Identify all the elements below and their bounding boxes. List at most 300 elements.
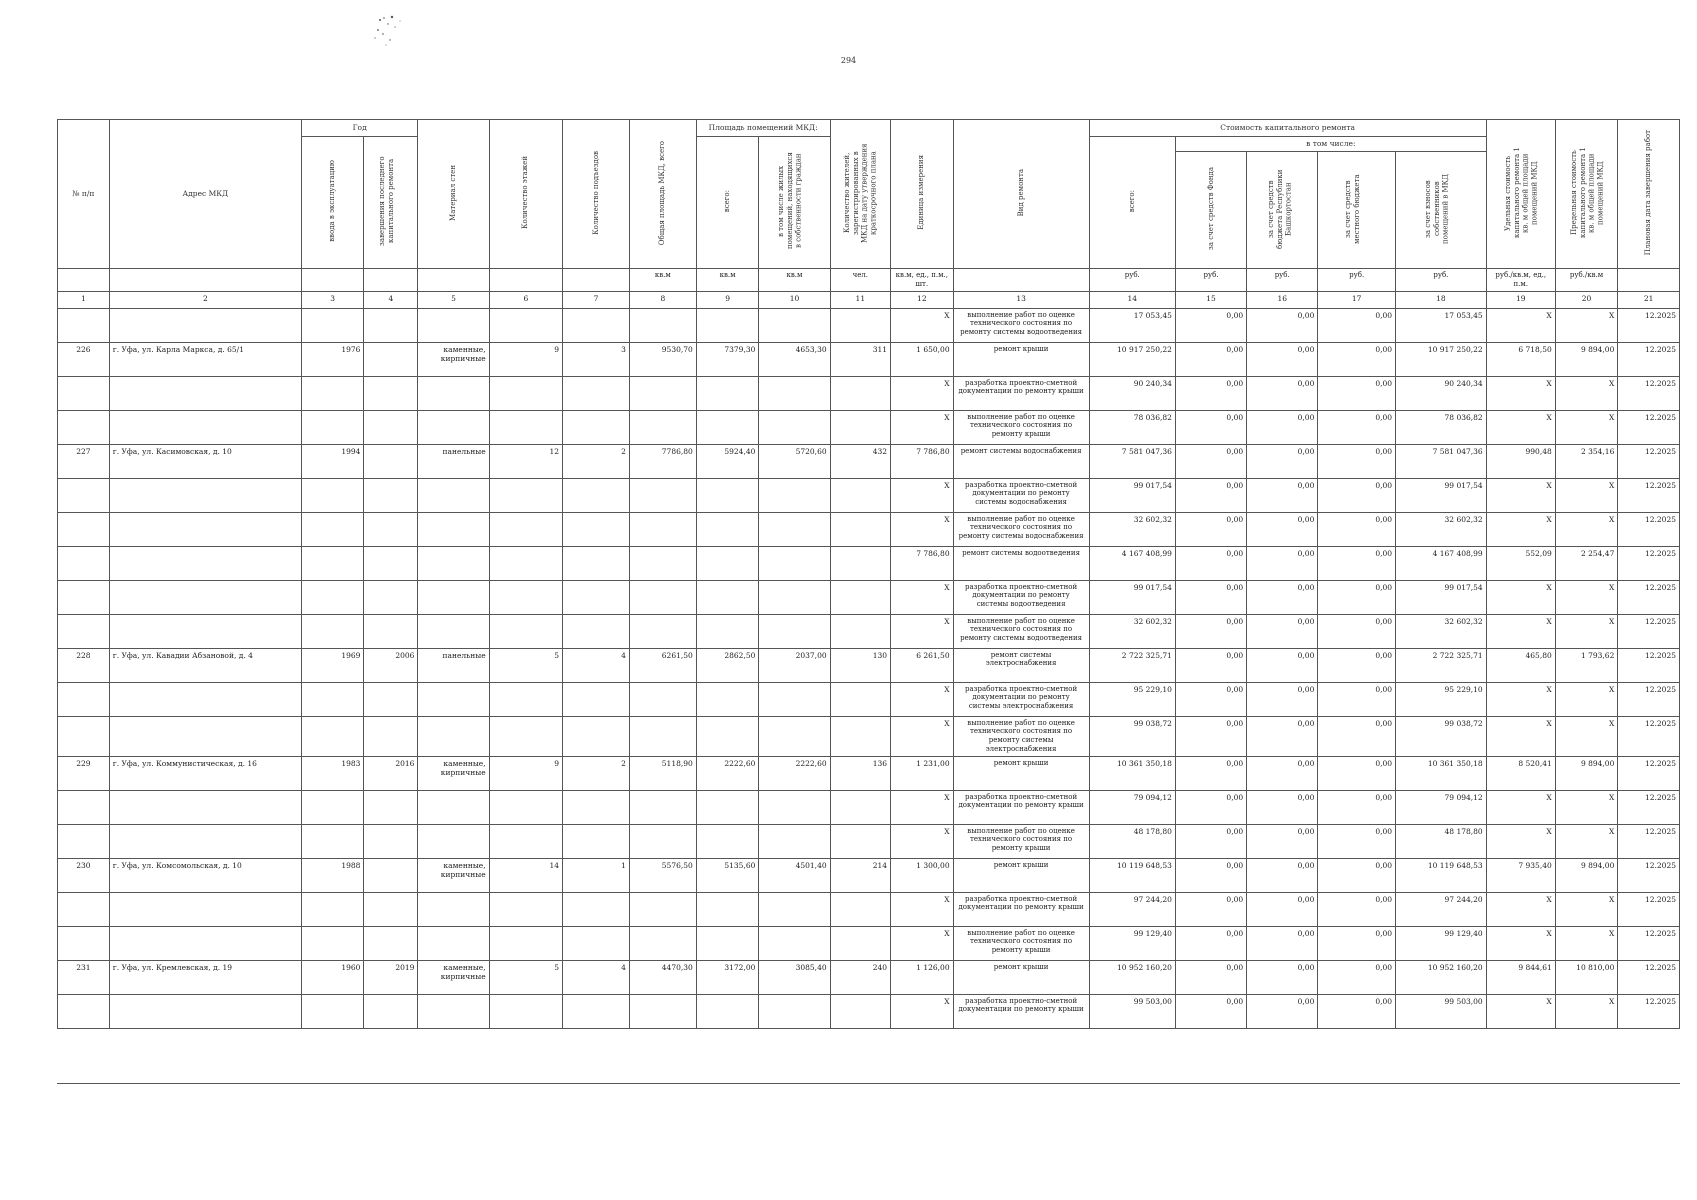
year-commission — [301, 824, 364, 858]
header-area-total: всего: — [696, 137, 759, 269]
cost-local: 0,00 — [1318, 614, 1396, 648]
unit-cost: 465,80 — [1486, 648, 1555, 682]
row-number — [58, 682, 110, 716]
wall-material — [418, 580, 489, 614]
entrances: 3 — [563, 342, 630, 376]
header-floors: Количество этажей — [489, 120, 562, 269]
wall-material: каменные, кирпичные — [418, 342, 489, 376]
limit-cost: X — [1555, 824, 1618, 858]
work-type: ремонт крыши — [953, 960, 1089, 994]
year-commission — [301, 410, 364, 444]
total-area — [629, 580, 696, 614]
column-numbers-row — [58, 291, 1680, 308]
table-row — [58, 308, 1680, 342]
entrances — [563, 824, 630, 858]
wall-material — [418, 308, 489, 342]
header-work: Вид ремонта — [953, 120, 1089, 269]
unit-cost: 8 520,41 — [1486, 756, 1555, 790]
private-area — [759, 478, 830, 512]
year-last-repair — [364, 790, 418, 824]
work-type: разработка проектно-сметной документации по ремонту крыши — [953, 790, 1089, 824]
header-owners: за счет взносов собственников помещений в МКД — [1396, 152, 1487, 269]
year-last-repair — [364, 892, 418, 926]
residents: 130 — [830, 648, 890, 682]
year-last-repair — [364, 478, 418, 512]
unit-cost: X — [1486, 994, 1555, 1028]
cost-republic: 0,00 — [1247, 756, 1318, 790]
year-last-repair — [364, 444, 418, 478]
year-last-repair — [364, 342, 418, 376]
row-number — [58, 614, 110, 648]
cost-owners: 78 036,82 — [1396, 410, 1487, 444]
total-area: 5576,50 — [629, 858, 696, 892]
residents: 136 — [830, 756, 890, 790]
unit-cell — [563, 269, 630, 292]
header-cost-group: Стоимость капитального ремонта — [1089, 120, 1486, 137]
address: г. Уфа, ул. Кремлевская, д. 19 — [109, 960, 301, 994]
cost-total: 99 129,40 — [1089, 926, 1175, 960]
row-number — [58, 478, 110, 512]
wall-material: каменные, кирпичные — [418, 960, 489, 994]
unit-cost: X — [1486, 892, 1555, 926]
column-number: 12 — [891, 291, 954, 308]
entrances: 4 — [563, 648, 630, 682]
column-number: 11 — [830, 291, 890, 308]
limit-cost: 9 894,00 — [1555, 756, 1618, 790]
quantity: X — [891, 478, 954, 512]
address — [109, 580, 301, 614]
end-date: 12.2025 — [1618, 716, 1680, 756]
private-area: 4501,40 — [759, 858, 830, 892]
premises-area — [696, 682, 759, 716]
wall-material — [418, 682, 489, 716]
cost-owners: 32 602,32 — [1396, 614, 1487, 648]
quantity: 6 261,50 — [891, 648, 954, 682]
cost-fund: 0,00 — [1175, 960, 1246, 994]
unit-cell: руб. — [1396, 269, 1487, 292]
work-type: выполнение работ по оценке технического состояния по ремонту крыши — [953, 926, 1089, 960]
cost-republic: 0,00 — [1247, 308, 1318, 342]
wall-material — [418, 790, 489, 824]
column-number: 2 — [109, 291, 301, 308]
quantity: 7 786,80 — [891, 546, 954, 580]
year-commission: 1988 — [301, 858, 364, 892]
cost-owners: 79 094,12 — [1396, 790, 1487, 824]
work-type: ремонт системы электроснабжения — [953, 648, 1089, 682]
year-last-repair — [364, 546, 418, 580]
header-date: Плановая дата завершения работ — [1618, 120, 1680, 269]
work-type: ремонт системы водоснабжения — [953, 444, 1089, 478]
end-date: 12.2025 — [1618, 580, 1680, 614]
wall-material — [418, 546, 489, 580]
entrances — [563, 308, 630, 342]
column-number: 9 — [696, 291, 759, 308]
floors — [489, 478, 562, 512]
wall-material — [418, 376, 489, 410]
end-date: 12.2025 — [1618, 478, 1680, 512]
private-area — [759, 308, 830, 342]
premises-area: 2222,60 — [696, 756, 759, 790]
total-area — [629, 308, 696, 342]
floors — [489, 892, 562, 926]
private-area — [759, 892, 830, 926]
entrances — [563, 546, 630, 580]
table-header — [58, 120, 1680, 309]
work-type: разработка проектно-сметной документации по ремонту системы водоснабжения — [953, 478, 1089, 512]
work-type: разработка проектно-сметной документации по ремонту крыши — [953, 892, 1089, 926]
column-number: 6 — [489, 291, 562, 308]
cost-owners: 99 503,00 — [1396, 994, 1487, 1028]
cost-fund: 0,00 — [1175, 546, 1246, 580]
cost-republic: 0,00 — [1247, 994, 1318, 1028]
premises-area — [696, 512, 759, 546]
cost-owners: 99 017,54 — [1396, 478, 1487, 512]
table-row — [58, 444, 1680, 478]
cost-local: 0,00 — [1318, 648, 1396, 682]
cost-republic: 0,00 — [1247, 376, 1318, 410]
row-number — [58, 512, 110, 546]
private-area: 2037,00 — [759, 648, 830, 682]
year-last-repair — [364, 614, 418, 648]
table-row — [58, 648, 1680, 682]
table-row — [58, 410, 1680, 444]
limit-cost: X — [1555, 410, 1618, 444]
limit-cost: X — [1555, 512, 1618, 546]
end-date: 12.2025 — [1618, 376, 1680, 410]
work-type: разработка проектно-сметной документации по ремонту системы электроснабжения — [953, 682, 1089, 716]
cost-fund: 0,00 — [1175, 478, 1246, 512]
total-area — [629, 614, 696, 648]
entrances: 2 — [563, 444, 630, 478]
unit-cell: руб. — [1175, 269, 1246, 292]
private-area — [759, 716, 830, 756]
year-commission — [301, 478, 364, 512]
unit-cell — [489, 269, 562, 292]
end-date: 12.2025 — [1618, 444, 1680, 478]
end-date: 12.2025 — [1618, 926, 1680, 960]
quantity: X — [891, 716, 954, 756]
private-area — [759, 614, 830, 648]
address — [109, 892, 301, 926]
wall-material — [418, 892, 489, 926]
limit-cost: X — [1555, 926, 1618, 960]
quantity: X — [891, 580, 954, 614]
work-type: выполнение работ по оценке технического состояния по ремонту системы водоотведения — [953, 614, 1089, 648]
total-area: 7786,80 — [629, 444, 696, 478]
unit-cell — [109, 269, 301, 292]
wall-material — [418, 926, 489, 960]
residents — [830, 376, 890, 410]
work-type: разработка проектно-сметной документации по ремонту крыши — [953, 994, 1089, 1028]
unit-cost: X — [1486, 926, 1555, 960]
end-date: 12.2025 — [1618, 994, 1680, 1028]
row-number — [58, 376, 110, 410]
cost-local: 0,00 — [1318, 580, 1396, 614]
private-area — [759, 580, 830, 614]
limit-cost: X — [1555, 478, 1618, 512]
quantity: X — [891, 790, 954, 824]
cost-fund: 0,00 — [1175, 824, 1246, 858]
year-last-repair — [364, 512, 418, 546]
cost-total: 10 361 350,18 — [1089, 756, 1175, 790]
wall-material — [418, 824, 489, 858]
cost-local: 0,00 — [1318, 756, 1396, 790]
address: г. Уфа, ул. Карла Маркса, д. 65/1 — [109, 342, 301, 376]
header-total-area: Общая площадь МКД, всего — [629, 120, 696, 269]
year-commission — [301, 790, 364, 824]
year-last-repair: 2016 — [364, 756, 418, 790]
floors — [489, 716, 562, 756]
row-number — [58, 546, 110, 580]
private-area — [759, 682, 830, 716]
row-number — [58, 994, 110, 1028]
floors — [489, 512, 562, 546]
year-commission — [301, 546, 364, 580]
cost-total: 10 119 648,53 — [1089, 858, 1175, 892]
total-area — [629, 892, 696, 926]
unit-cost: X — [1486, 512, 1555, 546]
quantity: X — [891, 308, 954, 342]
column-number: 8 — [629, 291, 696, 308]
residents — [830, 512, 890, 546]
table-row — [58, 892, 1680, 926]
address: г. Уфа, ул. Касимовская, д. 10 — [109, 444, 301, 478]
end-date: 12.2025 — [1618, 858, 1680, 892]
premises-area — [696, 926, 759, 960]
limit-cost: 9 894,00 — [1555, 342, 1618, 376]
cost-owners: 17 053,45 — [1396, 308, 1487, 342]
end-date: 12.2025 — [1618, 410, 1680, 444]
quantity: 1 300,00 — [891, 858, 954, 892]
header-unit: Единица измерения — [891, 120, 954, 269]
table-row — [58, 342, 1680, 376]
cost-total: 48 178,80 — [1089, 824, 1175, 858]
cost-republic: 0,00 — [1247, 824, 1318, 858]
year-last-repair — [364, 716, 418, 756]
cost-fund: 0,00 — [1175, 342, 1246, 376]
cost-fund: 0,00 — [1175, 512, 1246, 546]
cost-fund: 0,00 — [1175, 614, 1246, 648]
address — [109, 478, 301, 512]
premises-area: 5135,60 — [696, 858, 759, 892]
limit-cost: 2 254,47 — [1555, 546, 1618, 580]
table-row — [58, 790, 1680, 824]
year-last-repair — [364, 682, 418, 716]
floors — [489, 682, 562, 716]
private-area — [759, 994, 830, 1028]
work-type: ремонт крыши — [953, 858, 1089, 892]
residents: 214 — [830, 858, 890, 892]
cost-republic: 0,00 — [1247, 410, 1318, 444]
residents — [830, 824, 890, 858]
capital-repair-table — [57, 119, 1680, 1029]
cost-owners: 10 361 350,18 — [1396, 756, 1487, 790]
header-republic: за счет средств бюджета Республики Башкортостан — [1247, 152, 1318, 269]
header-area-private: в том числе жилых помещений, находящихся в собственности граждан — [759, 137, 830, 269]
total-area — [629, 512, 696, 546]
residents — [830, 580, 890, 614]
unit-cost: X — [1486, 580, 1555, 614]
work-type: выполнение работ по оценке технического состояния по ремонту системы водоотведения — [953, 308, 1089, 342]
unit-cost: X — [1486, 824, 1555, 858]
cost-owners: 4 167 408,99 — [1396, 546, 1487, 580]
unit-cell — [58, 269, 110, 292]
cost-republic: 0,00 — [1247, 342, 1318, 376]
cost-fund: 0,00 — [1175, 682, 1246, 716]
unit-cell: кв.м — [629, 269, 696, 292]
total-area: 4470,30 — [629, 960, 696, 994]
address — [109, 824, 301, 858]
row-number — [58, 580, 110, 614]
address — [109, 994, 301, 1028]
work-type: разработка проектно-сметной документации по ремонту системы водоотведения — [953, 580, 1089, 614]
address — [109, 376, 301, 410]
quantity: X — [891, 994, 954, 1028]
cost-owners: 90 240,34 — [1396, 376, 1487, 410]
cost-owners: 48 178,80 — [1396, 824, 1487, 858]
cost-owners: 2 722 325,71 — [1396, 648, 1487, 682]
cost-local: 0,00 — [1318, 824, 1396, 858]
scan-noise-mark — [370, 12, 430, 56]
cost-total: 4 167 408,99 — [1089, 546, 1175, 580]
residents — [830, 478, 890, 512]
quantity: X — [891, 926, 954, 960]
cost-local: 0,00 — [1318, 376, 1396, 410]
header-n: № п/п — [58, 120, 110, 269]
address — [109, 512, 301, 546]
table-row — [58, 478, 1680, 512]
header-unit-cost: Удельная стоимость капитального ремонта 1 кв. м общей площади помещений МКД — [1486, 120, 1555, 269]
table-body — [58, 308, 1680, 1028]
address — [109, 614, 301, 648]
column-number: 17 — [1318, 291, 1396, 308]
total-area — [629, 716, 696, 756]
quantity: X — [891, 892, 954, 926]
header-incl-group: в том числе: — [1175, 137, 1486, 152]
quantity: X — [891, 682, 954, 716]
year-commission — [301, 614, 364, 648]
year-commission — [301, 926, 364, 960]
unit-cost: 552,09 — [1486, 546, 1555, 580]
year-commission: 1983 — [301, 756, 364, 790]
cost-total: 2 722 325,71 — [1089, 648, 1175, 682]
column-number: 19 — [1486, 291, 1555, 308]
year-last-repair — [364, 994, 418, 1028]
residents — [830, 614, 890, 648]
year-last-repair — [364, 824, 418, 858]
private-area — [759, 376, 830, 410]
wall-material: каменные, кирпичные — [418, 756, 489, 790]
header-year-commission: ввода в эксплуатацию — [301, 137, 364, 269]
premises-area — [696, 546, 759, 580]
cost-total: 95 229,10 — [1089, 682, 1175, 716]
cost-owners: 99 017,54 — [1396, 580, 1487, 614]
units-row — [58, 269, 1680, 292]
premises-area: 5924,40 — [696, 444, 759, 478]
total-area: 9530,70 — [629, 342, 696, 376]
total-area — [629, 546, 696, 580]
cost-local: 0,00 — [1318, 512, 1396, 546]
row-number — [58, 308, 110, 342]
residents — [830, 790, 890, 824]
cost-total: 99 038,72 — [1089, 716, 1175, 756]
unit-cell — [953, 269, 1089, 292]
residents: 311 — [830, 342, 890, 376]
limit-cost: X — [1555, 614, 1618, 648]
cost-total: 99 503,00 — [1089, 994, 1175, 1028]
total-area — [629, 478, 696, 512]
cost-total: 79 094,12 — [1089, 790, 1175, 824]
floors — [489, 790, 562, 824]
column-number: 7 — [563, 291, 630, 308]
entrances: 4 — [563, 960, 630, 994]
residents — [830, 716, 890, 756]
address: г. Уфа, ул. Комсомольская, д. 10 — [109, 858, 301, 892]
end-date: 12.2025 — [1618, 824, 1680, 858]
total-area — [629, 376, 696, 410]
total-area — [629, 790, 696, 824]
wall-material — [418, 478, 489, 512]
header-local: за счет средств местного бюджета — [1318, 152, 1396, 269]
year-commission: 1969 — [301, 648, 364, 682]
residents — [830, 410, 890, 444]
cost-republic: 0,00 — [1247, 926, 1318, 960]
limit-cost: X — [1555, 308, 1618, 342]
entrances — [563, 512, 630, 546]
premises-area — [696, 410, 759, 444]
header-premises-group: Площадь помещений МКД: — [696, 120, 830, 137]
entrances — [563, 994, 630, 1028]
table-row — [58, 858, 1680, 892]
floors: 5 — [489, 960, 562, 994]
cost-fund: 0,00 — [1175, 444, 1246, 478]
cost-local: 0,00 — [1318, 858, 1396, 892]
row-number: 228 — [58, 648, 110, 682]
header-residents: Количество жителей, зарегистрированных в МКД на дату утверждения краткосрочного плана — [830, 120, 890, 269]
entrances — [563, 376, 630, 410]
year-commission — [301, 994, 364, 1028]
column-number: 1 — [58, 291, 110, 308]
year-commission — [301, 892, 364, 926]
end-date: 12.2025 — [1618, 512, 1680, 546]
column-number: 20 — [1555, 291, 1618, 308]
row-number: 230 — [58, 858, 110, 892]
total-area — [629, 994, 696, 1028]
limit-cost: X — [1555, 790, 1618, 824]
year-commission — [301, 580, 364, 614]
cost-total: 97 244,20 — [1089, 892, 1175, 926]
table-row — [58, 512, 1680, 546]
cost-local: 0,00 — [1318, 994, 1396, 1028]
year-commission: 1994 — [301, 444, 364, 478]
unit-cost: X — [1486, 478, 1555, 512]
row-number: 226 — [58, 342, 110, 376]
column-number: 3 — [301, 291, 364, 308]
row-number — [58, 926, 110, 960]
work-type: разработка проектно-сметной документации по ремонту крыши — [953, 376, 1089, 410]
column-number: 13 — [953, 291, 1089, 308]
total-area — [629, 926, 696, 960]
cost-local: 0,00 — [1318, 682, 1396, 716]
cost-owners: 32 602,32 — [1396, 512, 1487, 546]
unit-cell: руб. — [1247, 269, 1318, 292]
year-commission — [301, 716, 364, 756]
table-row — [58, 682, 1680, 716]
cost-republic: 0,00 — [1247, 682, 1318, 716]
cost-total: 7 581 047,36 — [1089, 444, 1175, 478]
limit-cost: X — [1555, 580, 1618, 614]
end-date: 12.2025 — [1618, 790, 1680, 824]
